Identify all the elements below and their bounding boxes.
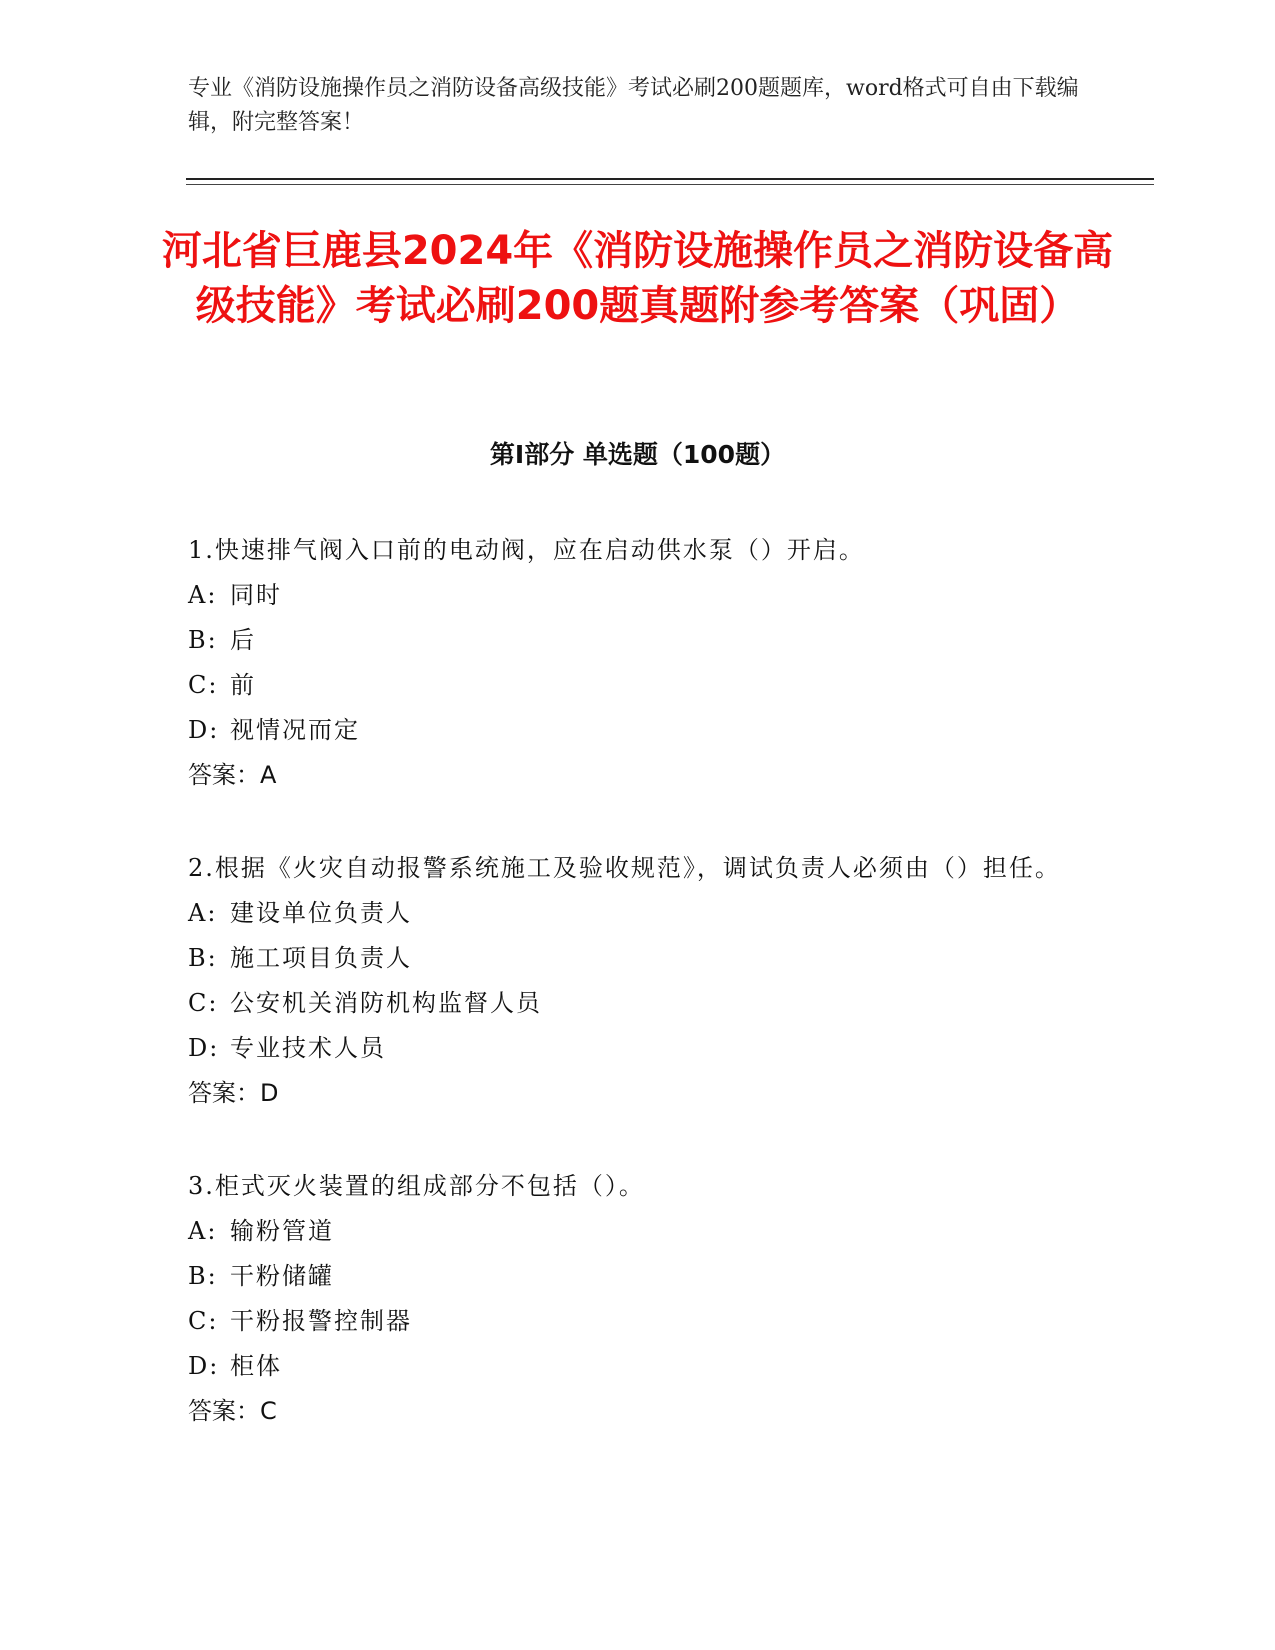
section-heading: 第Ⅰ部分 单选题（100题） bbox=[489, 440, 786, 469]
option-letter: A: bbox=[188, 581, 218, 609]
question-option bbox=[188, 1299, 1068, 1344]
question-stem: 3.柜式灭火装置的组成部分不包括（）。 bbox=[188, 1172, 645, 1200]
option-text: 输粉管道 bbox=[230, 1217, 334, 1245]
question-option bbox=[188, 663, 1068, 708]
option-text: 前 bbox=[230, 671, 256, 699]
option-text: 后 bbox=[230, 626, 256, 654]
option-letter: D: bbox=[188, 1352, 220, 1380]
option-text: 专业技术人员 bbox=[230, 1034, 386, 1062]
question-stem: 2.根据《火灾自动报警系统施工及验收规范》，调试负责人必须由（）担任。 bbox=[188, 854, 1061, 882]
question-option bbox=[188, 573, 1068, 618]
question-option bbox=[188, 1254, 1068, 1299]
question-option bbox=[188, 618, 1068, 663]
question-option bbox=[188, 1026, 1068, 1071]
question-option bbox=[188, 1344, 1068, 1389]
question-answer: 答案：A bbox=[188, 761, 277, 789]
option-text: 同时 bbox=[230, 581, 282, 609]
question-option bbox=[188, 936, 1068, 981]
question-option bbox=[188, 891, 1068, 936]
option-text: 公安机关消防机构监督人员 bbox=[230, 989, 542, 1017]
question-item bbox=[188, 846, 1068, 1116]
option-letter: A: bbox=[188, 1217, 218, 1245]
option-letter: B: bbox=[188, 944, 218, 972]
question-option bbox=[188, 1209, 1068, 1254]
option-letter: D: bbox=[188, 716, 220, 744]
question-option bbox=[188, 981, 1068, 1026]
question-answer: 答案：C bbox=[188, 1397, 277, 1425]
option-text: 建设单位负责人 bbox=[230, 899, 412, 927]
option-text: 视情况而定 bbox=[230, 716, 360, 744]
option-letter: B: bbox=[188, 1262, 218, 1290]
document-title: 河北省巨鹿县2024年《消防设施操作员之消防设备高级技能》考试必刷200题真题附参考答案（巩固） bbox=[161, 228, 1114, 329]
header-rule-thin bbox=[186, 184, 1154, 185]
question-stem: 1.快速排气阀入口前的电动阀，应在启动供水泵（）开启。 bbox=[188, 536, 865, 564]
option-letter: A: bbox=[188, 899, 218, 927]
option-letter: B: bbox=[188, 626, 218, 654]
header-note: 专业《消防设施操作员之消防设备高级技能》考试必刷200题题库，word格式可自由下载编辑，附完整答案！ bbox=[188, 76, 1079, 135]
option-text: 柜体 bbox=[230, 1352, 282, 1380]
question-item bbox=[188, 1164, 1068, 1434]
option-letter: C: bbox=[188, 1307, 219, 1335]
question-answer: 答案：D bbox=[188, 1079, 279, 1107]
option-letter: D: bbox=[188, 1034, 220, 1062]
option-letter: C: bbox=[188, 989, 219, 1017]
option-text: 干粉报警控制器 bbox=[230, 1307, 412, 1335]
question-list bbox=[188, 528, 1068, 1482]
option-text: 施工项目负责人 bbox=[230, 944, 412, 972]
question-item bbox=[188, 528, 1068, 798]
header-rule-thick bbox=[186, 178, 1154, 180]
option-letter: C: bbox=[188, 671, 219, 699]
option-text: 干粉储罐 bbox=[230, 1262, 334, 1290]
question-option bbox=[188, 708, 1068, 753]
